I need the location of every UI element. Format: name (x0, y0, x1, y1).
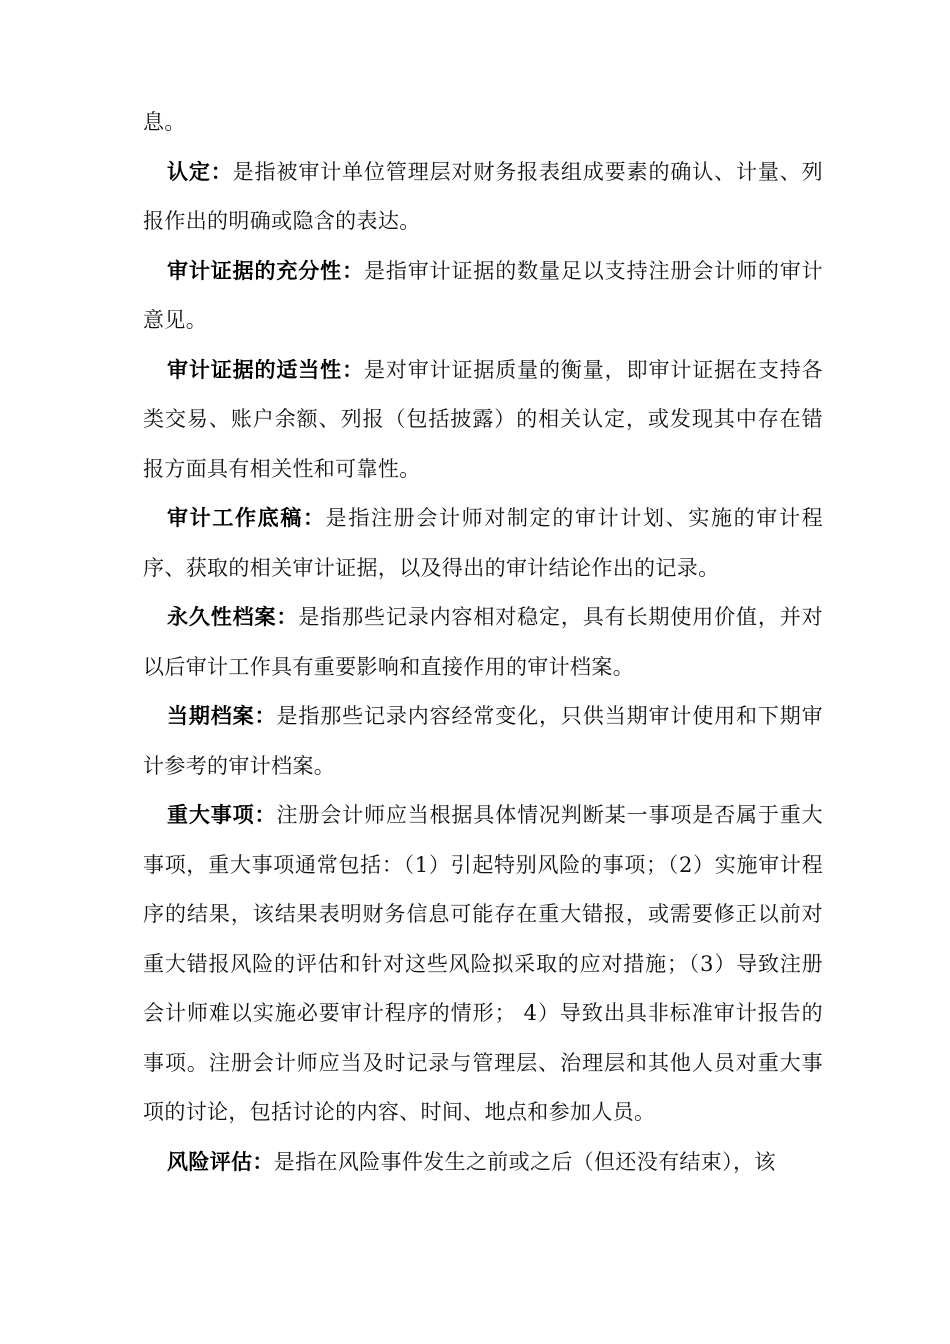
definition-paragraph (143, 593, 823, 692)
paragraph-continuation (143, 98, 823, 148)
definition-paragraph (143, 692, 823, 791)
definition-text: 是指那些记录内容相对稳定，具有长期使用价值，并对以后审计工作具有重要影响和直接作用的审计档案。 (143, 605, 823, 679)
definition-text: 是指注册会计师对制定的审计计划、实施的审计程序、获取的相关审计证据，以及得出的审计结论作出的记录。 (143, 506, 823, 580)
definition-term: 重大事项 (167, 803, 255, 827)
definition-paragraph (143, 346, 823, 495)
definition-text: 是指审计证据的数量足以支持注册会计师的审计意见。 (143, 258, 823, 332)
definition-paragraph (143, 148, 823, 247)
definition-term: 当期档案 (167, 704, 255, 728)
definition-paragraph (143, 247, 823, 346)
document-body (143, 98, 823, 1187)
definition-term: 风险评估 (167, 1149, 253, 1174)
definition-separator: ： (303, 506, 326, 530)
definition-separator: ： (254, 803, 277, 827)
definition-separator: ： (342, 357, 364, 382)
paragraph-text: 息。 (143, 110, 186, 134)
definition-text: 是指那些记录内容经常变化，只供当期审计使用和下期审计参考的审计档案。 (143, 704, 823, 778)
definition-separator: ： (342, 258, 364, 283)
definition-text: 是指被审计单位管理层对财务报表组成要素的确认、计量、列报作出的明确或隐含的表达。 (143, 159, 824, 233)
definition-text: 是对审计证据质量的衡量，即审计证据在支持各类交易、账户余额、列报（包括披露）的相关认定，或发现其中存在错报方面具有相关性和可靠性。 (143, 357, 823, 481)
definition-term: 审计证据的适当性 (167, 357, 343, 382)
definition-paragraph (143, 1138, 823, 1188)
definition-separator: ： (210, 159, 233, 184)
definition-text: 是指在风险事件发生之前或之后（但还没有结束），该 (273, 1149, 776, 1174)
definition-paragraph (143, 494, 823, 593)
definition-text: 注册会计师应当根据具体情况判断某一事项是否属于重大事项，重大事项通常包括：（1）引起特别风险的事项；（2）实施审计程序的结果，该结果表明财务信息可能存在重大错报，或需要修正以前对重大错报风险的评估和针对这些风险拟采取的应对措施；（3）导致注册会计师难以实施必要审计程序的情形； 4）导致出具非标准审计报告的事项。注册会计师应当及时记录与管理层、治理层和其他人员对重大事项的讨论，包括讨论的内容、时间、地点和参加人员。 (143, 803, 823, 1124)
definition-term: 审计工作底稿 (167, 506, 303, 530)
definition-term: 审计证据的充分性 (167, 258, 343, 283)
definition-term: 永久性档案 (167, 605, 277, 629)
definition-separator: ： (254, 704, 277, 728)
definition-term: 认定 (167, 159, 211, 184)
definition-separator: ： (252, 1149, 274, 1174)
definition-separator: ： (276, 605, 299, 629)
definition-paragraph (143, 791, 823, 1138)
